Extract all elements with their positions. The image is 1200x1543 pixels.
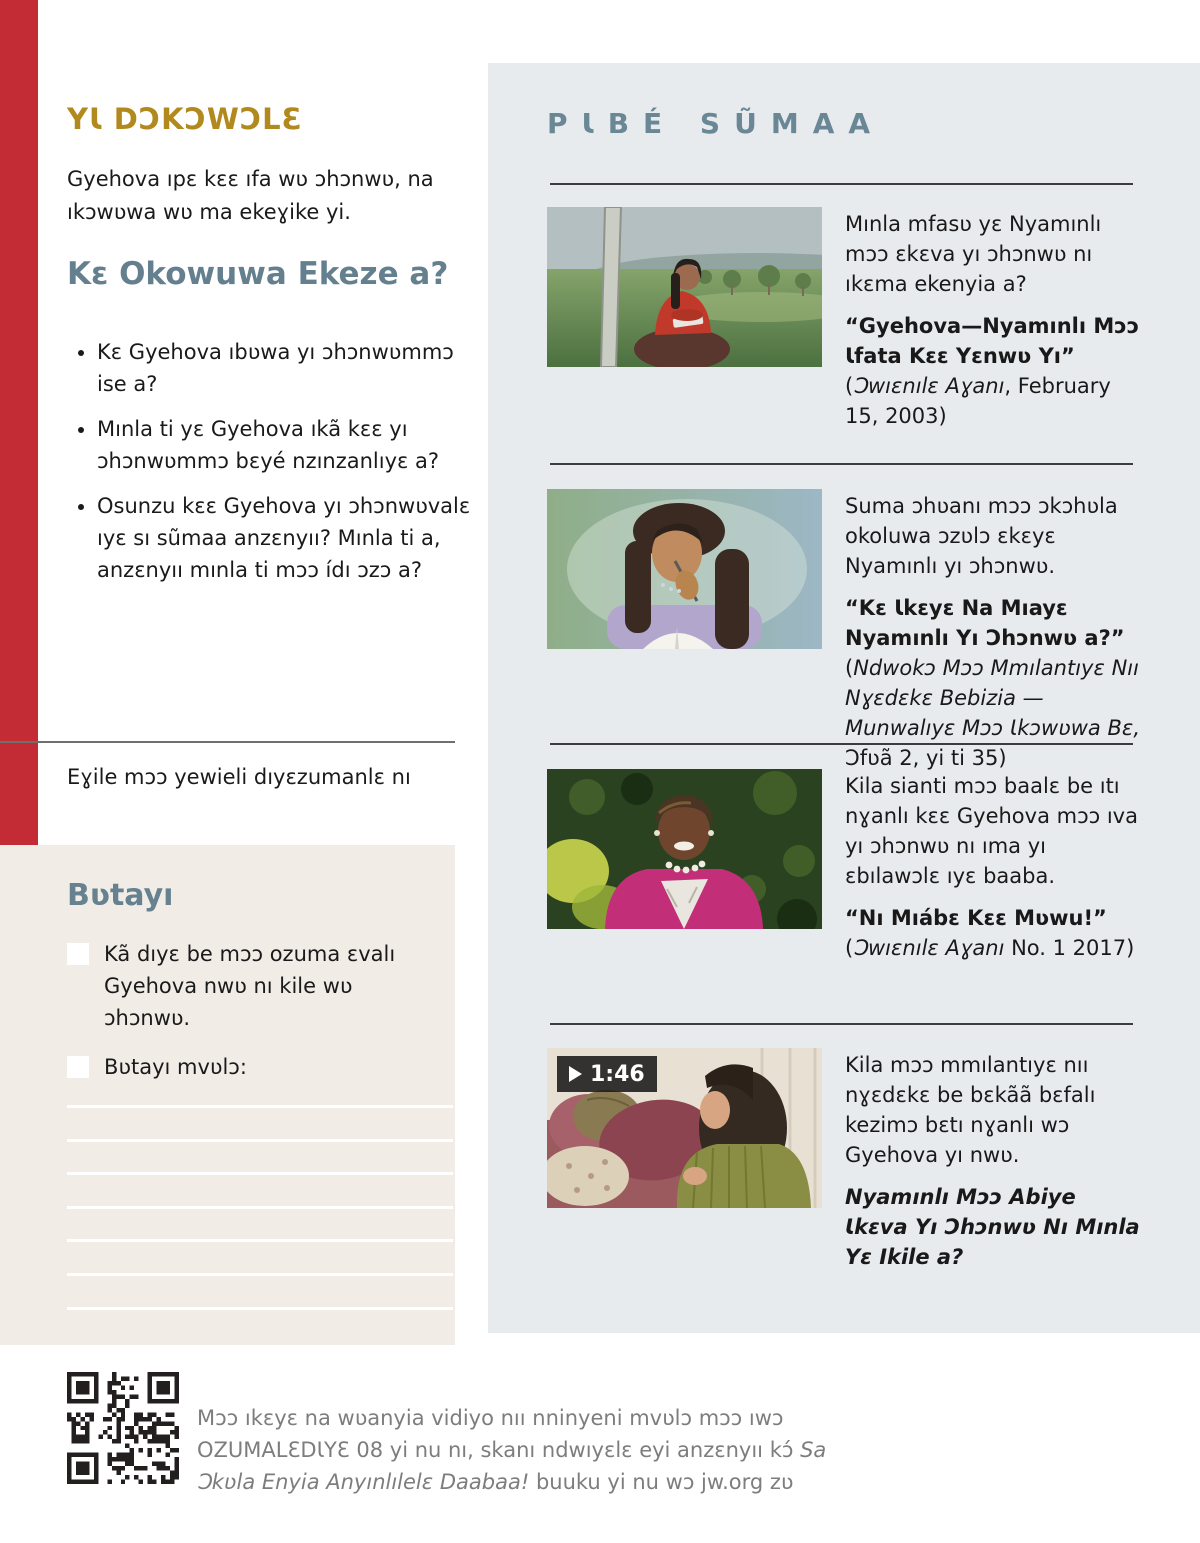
footer-note [197,1402,865,1498]
media-section-text [845,1050,1141,1272]
footer-text: buuku yi nu wɔ jw.org zʋ [529,1470,794,1494]
assignment-task [67,938,439,1034]
assignment-title: Bʋtayı [67,878,174,913]
media-section-text: Kila sianti mɔɔ baalɛ be ıtı nɣanlı kɛɛ Gyehova mɔɔ ıva yı ɔhɔnwʋ nı ıma yı ɛbılawɔlɛ ıyɛ baaba. “Nı Mıábɛ Kɛɛ Mʋwu!” (Ɔwıɛnılɛ Aɣanı No. 1 2017) [845,771,1141,963]
book-title: Sa Ɔkʋla Enyia Anyınlılelɛ Daabaa! [197,1438,827,1494]
divider-rule [0,741,455,743]
red-edge-bar [0,0,38,845]
question-item: • Mınla ti yɛ Gyehova ıkã kɛɛ yı ɔhɔnwʋmmɔ bɛyé nzınzanlıyɛ a? [97,413,489,477]
media-section-text: Mınla mfasʋ yɛ Nyamınlı mɔɔ ɛkɛva yı ɔhɔnwʋ nı ıkɛma ekenyia a? “Gyehova—Nyamınlı Mɔɔ Ɩfata Kɛɛ Yɛnwʋ Yı” (Ɔwıɛnılɛ Aɣanı, February 15, 2003) [845,209,1141,431]
photo-smiling-woman [547,769,822,929]
section-kicker: YƖ DƆKƆWƆLƐ [67,102,303,136]
task-label: Bʋtayı mvʋlɔ: [104,1055,247,1079]
video-title: Nyamınlı Mɔɔ Abiye Ɩkɛva Yı Ɔhɔnwʋ Nı Mınla Yɛ Ikile a? [845,1185,1140,1269]
publication-quote: “Kɛ Ɩkɛyɛ Na Mıayɛ Nyamınlı Yı Ɔhɔnwʋ a?” [845,596,1125,650]
qr-code [67,1372,179,1484]
play-icon [569,1066,582,1082]
media-question: Mınla mfasʋ yɛ Nyamınlı mɔɔ ɛkɛva yı ɔhɔnwʋ nı ıkɛma ekenyia a? [845,212,1102,296]
writing-line[interactable] [67,1206,453,1209]
divider-rule [550,1023,1133,1025]
media-question: Kila mɔɔ mmılantıyɛ nıı nɣɛdɛkɛ be bɛkãã bɛfalı kezimɔ bɛtı nɣanlı wɔ Gyehova yı nwʋ. [845,1053,1096,1167]
media-panel [488,63,1200,1333]
assignment-task [67,1051,439,1083]
media-section-text: Suma ɔhʋanı mɔɔ ɔkɔhʋla okoluwa ɔzʋlɔ ɛkɛyɛ Nyamınlı yı ɔhɔnwʋ. “Kɛ Ɩkɛyɛ Na Mıayɛ Nyamınlı Yı Ɔhɔnwʋ a?” (Ndwokɔ Mɔɔ Mmılantıyɛ Nıı Nɣɛdɛkɛ Bebizia —Munwalıyɛ Mɔɔ Ɩkɔwʋwa Bɛ, Ɔfʋã 2, yi ti 35) [845,491,1141,773]
media-question: Suma ɔhʋanı mɔɔ ɔkɔhʋla okoluwa ɔzʋlɔ ɛkɛyɛ Nyamınlı yı ɔhɔnwʋ. [845,494,1118,578]
video-duration: 1:46 [590,1061,645,1087]
writing-line[interactable] [67,1105,453,1108]
publication-name: Ɔwıɛnılɛ Aɣanı [853,936,1005,960]
photo-woman-sitting-in-orchard [547,207,822,367]
assignment-box [0,845,455,1345]
publication-name: Ɔwıɛnılɛ Aɣanı [853,374,1005,398]
divider-rule [550,183,1133,185]
checkbox[interactable] [67,943,89,965]
question-item: • Osunzu kɛɛ Gyehova yı ɔhɔnwʋvalɛ ıyɛ sı sũmaa anzɛnyıı? Mınla ti a, anzɛnyıı mınla ti mɔɔ ídı ɔzɔ a? [97,490,489,586]
writing-line[interactable] [67,1239,453,1242]
publication-quote: “Gyehova—Nyamınlı Mɔɔ Ɩfata Kɛɛ Yɛnwʋ Yı” [845,314,1140,368]
publication-quote: “Nı Mıábɛ Kɛɛ Mʋwu!” [845,906,1107,930]
writing-line[interactable] [67,1139,453,1142]
intro-paragraph: Gyehova ıpɛ kɛɛ ıfa wʋ ɔhɔnwʋ, na ıkɔwʋwa wʋ ma ekeɣike yi. [67,167,434,224]
questions-list [67,336,489,599]
media-question: Kila sianti mɔɔ baalɛ be ıtı nɣanlı kɛɛ Gyehova mɔɔ ıva yı ɔhɔnwʋ nı ıma yı ɛbılawɔlɛ ıyɛ baaba. [845,774,1138,888]
media-panel-heading: PƖBÉ SŨMAA [547,107,885,140]
video-thumbnail[interactable] [547,1048,822,1208]
writing-line[interactable] [67,1273,453,1276]
questions-heading: Kɛ Okowuwa Ekeze a? [67,256,449,292]
task-label: Kã dıyɛ be mɔɔ ozuma ɛvalı Gyehova nwʋ nı kile wʋ ɔhɔnwʋ. [104,942,396,1030]
question-item: • Kɛ Gyehova ıbʋwa yı ɔhɔnwʋmmɔ ise a? [97,336,489,400]
divider-rule [550,463,1133,465]
video-duration-badge [557,1056,657,1092]
song-line: Eɣile mɔɔ yewieli dıyɛzumanlɛ nı [67,765,411,789]
writing-line[interactable] [67,1172,453,1175]
checkbox[interactable] [67,1056,89,1078]
footer-text: Mɔɔ ıkɛyɛ na wʋanyia vidiyo nıı nninyeni mvʋlɔ mɔɔ ıwɔ OZUMALƐDƖYƐ 08 yi nu nı, skanı ndwıyɛlɛ eyi anzɛnyıı kɔ́ [197,1406,801,1462]
publication-name: Ndwokɔ Mɔɔ Mmılantıyɛ Nıı Nɣɛdɛkɛ Bebizia —Munwalıyɛ Mɔɔ Ɩkɔwʋwa Bɛ, [845,656,1140,740]
photo-young-woman-studying [547,489,822,649]
writing-line[interactable] [67,1307,453,1310]
